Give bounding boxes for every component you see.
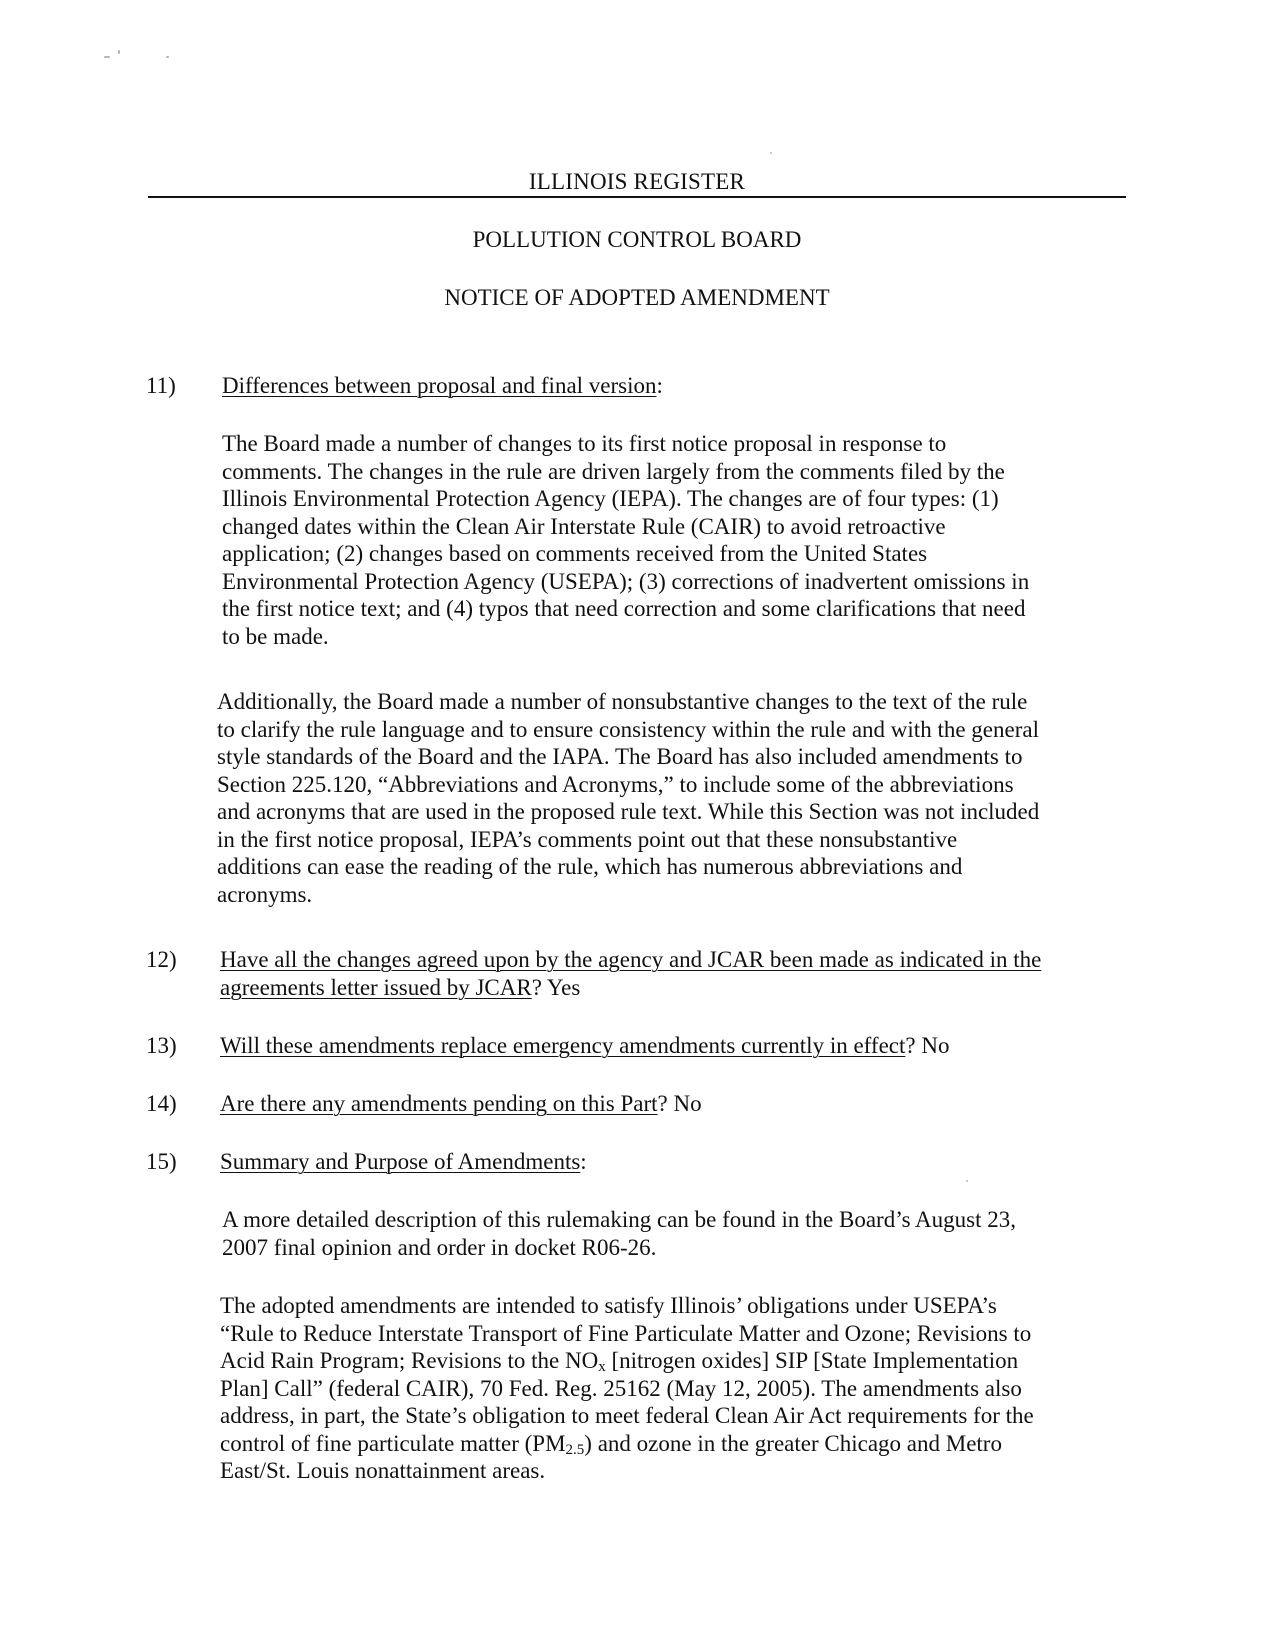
paragraph-line: to clarify the rule language and to ensure consistency within the rule and with the general	[217, 716, 1039, 742]
scan-speck	[166, 56, 169, 58]
item-12-answer: ? Yes	[531, 974, 581, 1000]
paragraph-line	[220, 1430, 1034, 1458]
item-15-heading-text: Summary and Purpose of Amendments	[220, 1149, 581, 1174]
item-12-heading-line-2: agreements letter issued by JCAR	[220, 974, 532, 1000]
item-14-answer: ? No	[657, 1091, 702, 1116]
item-15-number: 15)	[146, 1149, 177, 1174]
paragraph-line: in the first notice proposal, IEPA’s comments point out that these nonsubstantive	[217, 826, 958, 852]
paragraph-line: Illinois Environmental Protection Agency (IEPA). The changes are of four types: (1)	[222, 486, 999, 511]
item-11-heading-text: Differences between proposal and final version	[222, 373, 657, 398]
item-15-heading-suffix: :	[580, 1149, 587, 1174]
item-11-paragraph-2	[217, 688, 1039, 908]
notice-type: NOTICE OF ADOPTED AMENDMENT	[444, 285, 830, 310]
paragraph-line: The Board made a number of changes to its first notice proposal in response to	[222, 431, 947, 456]
paragraph-line: additions can ease the reading of the rule, which has numerous abbreviations and	[217, 854, 963, 879]
item-13-number: 13)	[146, 1033, 177, 1058]
paragraph-line	[220, 1347, 1034, 1375]
paragraph-line: Plan] Call” (federal CAIR), 70 Fed. Reg. 25162 (May 12, 2005). The amendments also	[220, 1375, 1022, 1401]
register-title: ILLINOIS REGISTER	[528, 169, 746, 194]
item-11-number: 11)	[146, 373, 176, 398]
item-13-heading	[220, 1032, 949, 1060]
item-15-paragraph-2	[220, 1292, 1034, 1485]
pm-line-end: ) and ozone in the greater Chicago and Metro	[584, 1430, 1002, 1456]
paragraph-line: 2007 final opinion and order in docket R06-26.	[222, 1234, 657, 1260]
item-14-heading	[220, 1090, 702, 1118]
pm-subscript: 2.5	[565, 1441, 585, 1458]
item-14-heading-text: Are there any amendments pending on this Part	[220, 1091, 658, 1116]
item-11-paragraph-1	[222, 430, 1029, 650]
scan-speck	[118, 50, 120, 54]
item-14-number: 14)	[146, 1091, 177, 1116]
paragraph-line: “Rule to Reduce Interstate Transport of Fine Particulate Matter and Ozone; Revisions to	[220, 1320, 1032, 1346]
paragraph-line: application; (2) changes based on comments received from the United States	[222, 541, 928, 566]
paragraph-line: acronyms.	[217, 881, 313, 907]
nox-subscript: x	[598, 1359, 606, 1375]
scan-speck	[770, 152, 772, 154]
item-11-heading-suffix: :	[656, 373, 663, 398]
item-12-number: 12)	[146, 947, 177, 972]
paragraph-line: comments. The changes in the rule are driven largely from the comments filed by the	[222, 458, 1005, 484]
paragraph-line: East/St. Louis nonattainment areas.	[220, 1458, 546, 1483]
item-11-heading	[222, 372, 1142, 400]
paragraph-line: Additionally, the Board made a number of nonsubstantive changes to the text of the rule	[217, 689, 1028, 714]
scan-speck	[104, 56, 110, 58]
paragraph-line: and acronyms that are used in the proposed rule text. While this Section was not included	[217, 799, 1040, 824]
item-13-heading-text: Will these amendments replace emergency amendments currently in effect	[220, 1033, 906, 1058]
paragraph-line: address, in part, the State’s obligation to meet federal Clean Air Act requirements for the	[220, 1403, 1034, 1428]
paragraph-line: Environmental Protection Agency (USEPA); (3) corrections of inadvertent omissions in	[222, 568, 1030, 594]
paragraph-line: Section 225.120, “Abbreviations and Acronyms,” to include some of the abbreviations	[217, 771, 1014, 797]
item-12-heading-line-1: Have all the changes agreed upon by the agency and JCAR been made as indicated in the	[220, 947, 1042, 972]
board-name: POLLUTION CONTROL BOARD	[472, 227, 802, 252]
paragraph-line: changed dates within the Clean Air Interstate Rule (CAIR) to avoid retroactive	[222, 513, 946, 539]
item-15-paragraph-1	[222, 1206, 1016, 1261]
scan-speck	[966, 1180, 968, 1182]
nox-line-start: Acid Rain Program; Revisions to the NO	[220, 1348, 599, 1373]
item-13-answer: ? No	[905, 1033, 950, 1058]
paragraph-line: style standards of the Board and the IAPA. The Board has also included amendments to	[217, 744, 1023, 769]
item-12-heading	[220, 946, 1041, 1001]
item-15-heading	[220, 1148, 587, 1176]
pm-line-start: control of fine particulate matter (PM	[220, 1430, 566, 1456]
paragraph-line: A more detailed description of this rulemaking can be found in the Board’s August 23,	[222, 1207, 1016, 1232]
paragraph-line: to be made.	[222, 623, 329, 649]
header-rule	[148, 196, 1126, 198]
paragraph-line: The adopted amendments are intended to satisfy Illinois’ obligations under USEPA’s	[220, 1293, 997, 1318]
nox-line-end: [nitrogen oxides] SIP [State Implementation	[605, 1348, 1019, 1373]
paragraph-line: the first notice text; and (4) typos that need correction and some clarifications that need	[222, 596, 1026, 621]
